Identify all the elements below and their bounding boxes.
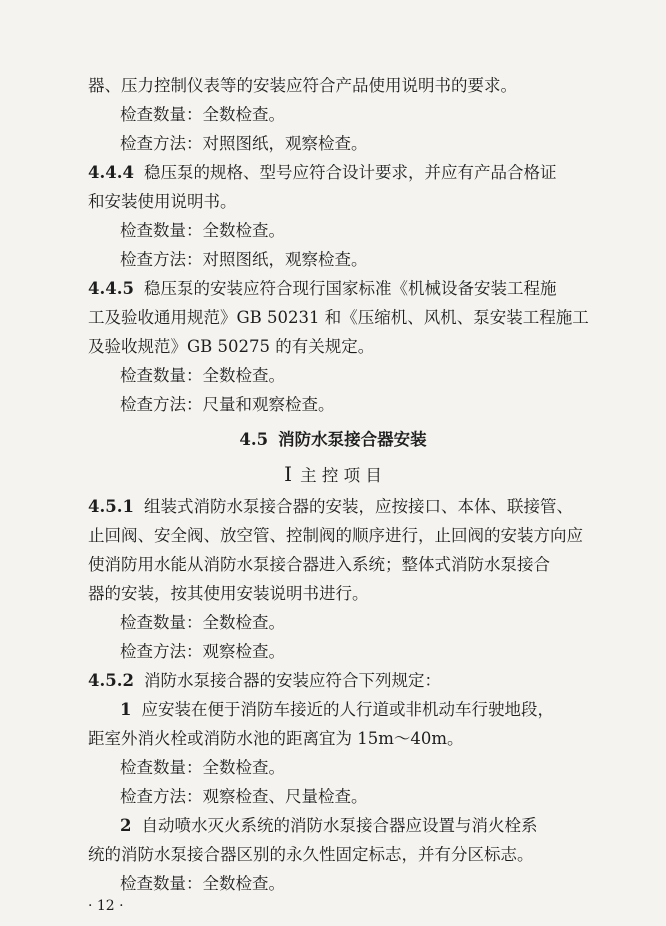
check-quantity: 检查数量：全数检查。 <box>120 758 285 777</box>
clause-number: 4.5.2 <box>88 671 134 690</box>
clause-4-5-1: 4.5.1 组装式消防水泵接合器的安装，应按接口、本体、联接管、 <box>88 497 573 516</box>
text-line: 距室外消火栓或消防水池的距离宜为 15m～40m。 <box>88 729 464 748</box>
text-line: 工及验收通用规范》GB 50231 和《压缩机、风机、泵安装工程施工 <box>88 308 589 327</box>
clause-4-5-2: 4.5.2 消防水泵接合器的安装应符合下列规定： <box>88 671 441 690</box>
list-item-1: 1 应安装在便于消防车接近的人行道或非机动车行驶地段， <box>120 700 554 719</box>
check-quantity: 检查数量：全数检查。 <box>120 874 285 893</box>
clause-number: 4.4.5 <box>88 279 134 298</box>
text-line: 器、压力控制仪表等的安装应符合产品使用说明书的要求。 <box>88 76 517 95</box>
clause-4-4-4: 4.4.4 稳压泵的规格、型号应符合设计要求，并应有产品合格证 <box>88 163 557 182</box>
text-line: 止回阀、安全阀、放空管、控制阀的顺序进行，止回阀的安装方向应 <box>88 526 583 545</box>
check-method: 检查方法：观察检查。 <box>120 642 285 661</box>
check-quantity: 检查数量：全数检查。 <box>120 105 285 124</box>
text-line: 统的消防水泵接合器区别的永久性固定标志，并有分区标志。 <box>88 845 534 864</box>
text-line: 和安装使用说明书。 <box>88 192 237 211</box>
text-line: 及验收规范》GB 50275 的有关规定。 <box>88 337 375 356</box>
text-line: 使消防用水能从消防水泵接合器进入系统；整体式消防水泵接合 <box>88 555 550 574</box>
subsection-heading: Ⅰ 主 控 项 目 <box>284 462 382 486</box>
check-method: 检查方法：观察检查、尺量检查。 <box>120 787 368 806</box>
check-quantity: 检查数量：全数检查。 <box>120 613 285 632</box>
page-number: · 12 · <box>88 898 124 914</box>
list-item-2: 2 自动喷水灭火系统的消防水泵接合器应设置与消火栓系 <box>120 816 538 835</box>
clause-number: 4.4.4 <box>88 163 134 182</box>
text-line: 器的安装，按其使用安装说明书进行。 <box>88 584 369 603</box>
clause-number: 4.5.1 <box>88 497 134 516</box>
clause-4-4-5: 4.4.5 稳压泵的安装应符合现行国家标准《机械设备安装工程施 <box>88 279 557 298</box>
check-method: 检查方法：对照图纸，观察检查。 <box>120 134 368 153</box>
check-method: 检查方法：尺量和观察检查。 <box>120 395 335 414</box>
check-quantity: 检查数量：全数检查。 <box>120 221 285 240</box>
check-quantity: 检查数量：全数检查。 <box>120 366 285 385</box>
check-method: 检查方法：对照图纸，观察检查。 <box>120 250 368 269</box>
section-heading: 4.5 消防水泵接合器安装 <box>239 430 427 449</box>
